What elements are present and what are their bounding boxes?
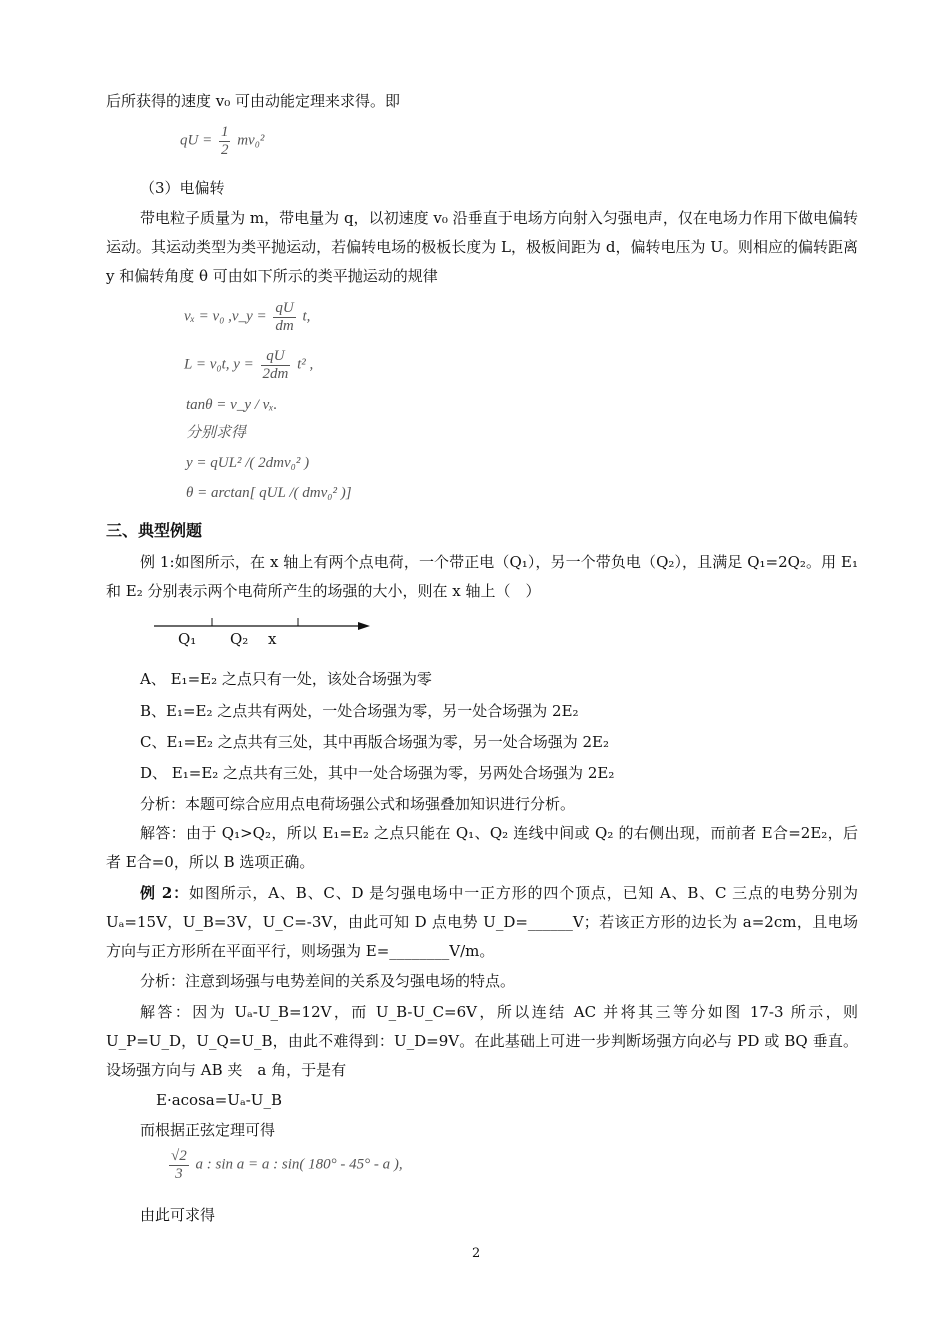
formula-y: y = qUL² /( 2dmv₀² ) bbox=[186, 455, 310, 471]
formula-kinetic-energy bbox=[180, 124, 264, 158]
formula-part: a : sin a = a : sin( 180° - 45° - a ), bbox=[195, 1156, 403, 1173]
example-text: 如图所示，在 x 轴上有两个点电荷，一个带正电（Q₁），另一个带负电（Q₂），且满足 Q₁=2Q₂。用 E₁ 和 E₂ 分别表示两个电荷所产生的场强的大小，则在 x 轴上（ ） bbox=[106, 553, 858, 600]
option-a: A、 E₁=E₂ 之点只有一处，该处合场强为零 bbox=[140, 670, 432, 688]
formula-part: t² , bbox=[297, 356, 314, 373]
formula-part: L = v₀t, y = bbox=[184, 356, 254, 373]
denominator: dm bbox=[275, 317, 294, 334]
denominator: 2dm bbox=[262, 365, 289, 382]
fraction bbox=[169, 1148, 189, 1182]
example-label: 例 2： bbox=[140, 884, 190, 902]
denominator: 3 bbox=[175, 1165, 183, 1182]
numerator: √2 bbox=[171, 1148, 187, 1164]
numerator: 1 bbox=[220, 124, 229, 140]
formula-sine-rule bbox=[166, 1148, 403, 1182]
formula-tan: tanθ = v_y / vₓ. bbox=[186, 397, 278, 413]
page-number: 2 bbox=[472, 1246, 481, 1261]
formula-displacement bbox=[184, 348, 313, 382]
equation-e: E·acosa=Uₐ-U_B bbox=[156, 1091, 282, 1109]
formula-velocity bbox=[184, 300, 310, 334]
section-title: （3）电偏转 bbox=[140, 179, 225, 197]
formula-part: mv₀² bbox=[237, 132, 265, 149]
paragraph-deflection: 带电粒子质量为 m，带电量为 q，以初速度 v₀ 沿垂直于电场方向射入匀强电声，仅在电场力作用下做电偏转运动。其运动类型为类平抛运动，若偏转电场的极板长度为 L，极板间距为 d，偏转电压为 U。则相应的偏转距离 y 和偏转角度 θ 可由如下所示的类平抛运动的规律 bbox=[106, 209, 858, 285]
conclusion-line: 由此可求得 bbox=[140, 1206, 216, 1224]
numerator: qU bbox=[261, 348, 291, 366]
axis-label-q2: Q₂ bbox=[230, 630, 249, 648]
denominator: 2 bbox=[220, 141, 229, 158]
example-label: 例 1: bbox=[140, 553, 175, 571]
numerator: qU bbox=[275, 300, 294, 316]
option-c: C、E₁=E₂ 之点共有三处，其中再版合场强为零，另一处合场强为 2E₂ bbox=[140, 733, 610, 751]
formula-part: qU = bbox=[180, 132, 213, 149]
formula-part: t, bbox=[302, 308, 311, 325]
fraction bbox=[261, 348, 291, 382]
axis-label-q1: Q₁ bbox=[178, 630, 197, 648]
formula-label: 分别求得 bbox=[186, 425, 247, 441]
sine-rule-line: 而根据正弦定理可得 bbox=[140, 1121, 276, 1139]
example-2-answer: 解答：因为 Uₐ-U_B=12V，而 U_B-U_C=6V，所以连结 AC 并将其三等分如图 17-3 所示，则 U_P=U_D，U_Q=U_B，由此不难得到：U_D=9V。在此基础上可进一步判断场强方向必与 PD 或 BQ 垂直。设场强方向与 AB 夹 a 角，于是有 bbox=[106, 1003, 858, 1079]
example-1 bbox=[106, 548, 858, 606]
fraction bbox=[273, 300, 295, 334]
axis-label-x: x bbox=[268, 630, 277, 648]
example-2 bbox=[106, 879, 858, 966]
section-heading: 三、典型例题 bbox=[106, 521, 203, 540]
intro-line: 后所获得的速度 v₀ 可由动能定理来求得。即 bbox=[106, 92, 401, 110]
example-1-analysis: 分析：本题可综合应用点电荷场强公式和场强叠加知识进行分析。 bbox=[140, 795, 576, 813]
option-d: D、 E₁=E₂ 之点共有三处，其中一处合场强为零，另两处合场强为 2E₂ bbox=[140, 764, 615, 782]
example-1-answer: 解答：由于 Q₁>Q₂，所以 E₁=E₂ 之点只能在 Q₁、Q₂ 连线中间或 Q₂ 的右侧出现，而前者 E合=2E₂，后者 E合=0，所以 B 选项正确。 bbox=[106, 824, 858, 871]
axis-arrow-icon bbox=[358, 622, 370, 630]
formula-part: vₓ = v₀ ,v_y = bbox=[184, 308, 267, 325]
option-b: B、E₁=E₂ 之点共有两处，一处合场强为零，另一处合场强为 2E₂ bbox=[140, 702, 579, 720]
example-text: 如图所示，A、B、C、D 是匀强电场中一正方形的四个顶点，已知 A、B、C 三点的电势分别为 Uₐ=15V，U_B=3V，U_C=-3V，由此可知 D 点电势 U_D=______V；若该正方形的边长为 a=2cm，且电场方向与正方形所在平面平行，则场强为 E=________V/m。 bbox=[106, 884, 858, 960]
example-2-analysis: 分析：注意到场强与电势差间的关系及匀强电场的特点。 bbox=[140, 972, 516, 990]
formula-theta: θ = arctan[ qUL /( dmv₀² )] bbox=[186, 485, 352, 501]
fraction bbox=[219, 124, 231, 158]
